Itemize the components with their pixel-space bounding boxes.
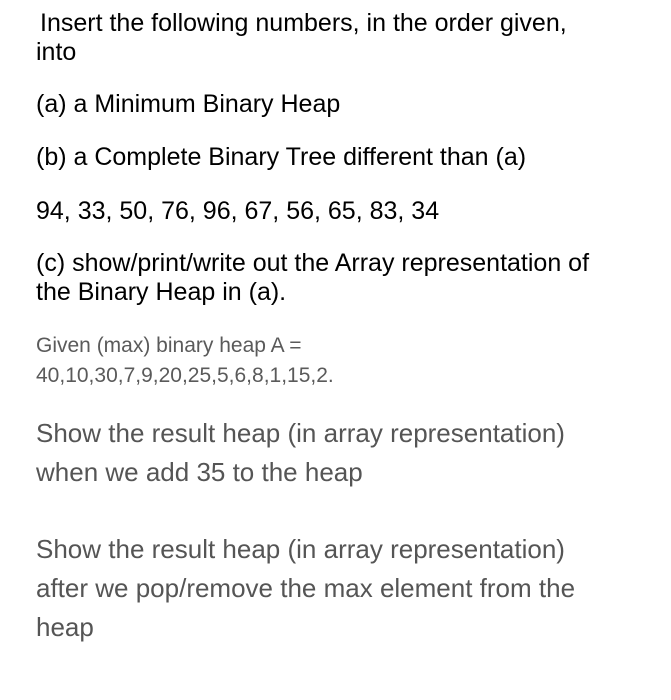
- pop-task-line-2: after we pop/remove the max element from the: [36, 573, 576, 603]
- add-task-line-2: when we add 35 to the heap: [36, 457, 363, 487]
- given-line-2: 40,10,30,7,9,20,25,5,6,8,1,15,2.: [36, 364, 334, 387]
- numbers-list: 94, 33, 50, 76, 96, 67, 56, 65, 83, 34: [36, 197, 440, 225]
- given-line-1: Given (max) binary heap A =: [36, 334, 302, 357]
- intro-line-2: into: [36, 38, 77, 66]
- intro-paragraph: [36, 9, 567, 67]
- add-task-line-1: Show the result heap (in array representation): [36, 418, 565, 448]
- add-task: [36, 414, 565, 492]
- pop-task: [36, 530, 575, 647]
- pop-task-line-3: heap: [36, 612, 94, 642]
- part-c-line-1: (c) show/print/write out the Array representation of: [36, 249, 590, 277]
- part-a-text: (a) a Minimum Binary Heap: [36, 90, 341, 118]
- intro-line-1: Insert the following numbers, in the order given,: [40, 9, 567, 37]
- part-c-line-2: the Binary Heap in (a).: [36, 278, 287, 306]
- part-c-paragraph: [36, 249, 589, 307]
- part-b-text: (b) a Complete Binary Tree different than (a): [36, 143, 527, 171]
- pop-task-line-1: Show the result heap (in array representation): [36, 534, 565, 564]
- given-heap: [36, 331, 334, 391]
